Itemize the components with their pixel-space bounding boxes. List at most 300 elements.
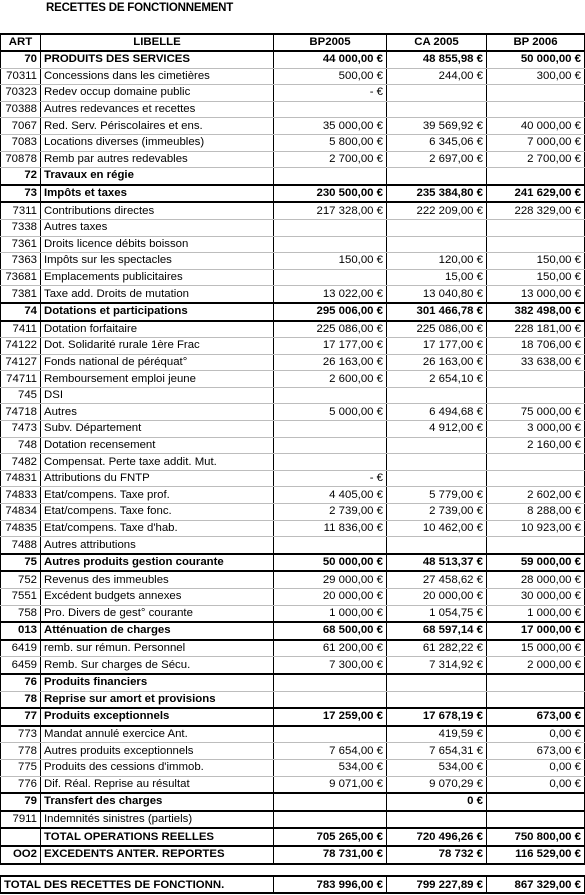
art-cell: 73681 — [1, 269, 41, 286]
table-row — [1, 470, 585, 487]
bp2005-cell — [274, 421, 387, 438]
bp2006-cell: 241 629,00 € — [487, 185, 585, 203]
art-cell: 7488 — [1, 537, 41, 554]
ca2005-cell: 2 654,10 € — [387, 371, 487, 388]
libelle-cell: Locations diverses (immeubles) — [41, 134, 274, 151]
bp2006-cell: 228 329,00 € — [487, 202, 585, 219]
art-cell: 7551 — [1, 589, 41, 606]
bp2006-cell: 50 000,00 € — [487, 51, 585, 68]
bp2006-cell: 28 000,00 € — [487, 571, 585, 588]
bp2005-cell: - € — [274, 85, 387, 102]
libelle-cell: Etat/compens. Taxe fonc. — [41, 504, 274, 521]
ca2005-cell: 13 040,80 € — [387, 286, 487, 303]
grand-total-label: TOTAL DES RECETTES DE FONCTIONN. — [1, 876, 274, 893]
ca2005-cell: 6 494,68 € — [387, 404, 487, 421]
art-cell: 758 — [1, 605, 41, 622]
ca2005-cell: 235 384,80 € — [387, 185, 487, 203]
libelle-cell: Excédent budgets annexes — [41, 589, 274, 606]
ca2005-cell: 2 739,00 € — [387, 504, 487, 521]
table-row — [1, 51, 585, 68]
art-cell: 7411 — [1, 321, 41, 338]
bp2005-cell: - € — [274, 470, 387, 487]
bp2005-cell: 13 022,00 € — [274, 286, 387, 303]
libelle-cell: Redev occup domaine public — [41, 85, 274, 102]
ca2005-cell — [387, 470, 487, 487]
bp2006-cell: 150,00 € — [487, 269, 585, 286]
libelle-cell: Dif. Réal. Reprise au résultat — [41, 776, 274, 793]
bp2005-cell: 500,00 € — [274, 68, 387, 85]
bp2005-cell: 61 200,00 € — [274, 640, 387, 657]
table-row — [1, 68, 585, 85]
bp2005-cell — [274, 101, 387, 118]
art-cell: 7311 — [1, 202, 41, 219]
bp2006-cell: 2 000,00 € — [487, 657, 585, 674]
table-row — [1, 726, 585, 743]
table-row — [1, 404, 585, 421]
ca2005-cell: 48 855,98 € — [387, 51, 487, 68]
libelle-cell: Revenus des immeubles — [41, 571, 274, 588]
bp2005-cell: 68 500,00 € — [274, 622, 387, 640]
ca2005-cell: 225 086,00 € — [387, 321, 487, 338]
header-bp2006: BP 2006 — [487, 34, 585, 51]
bp2006-cell: 116 529,00 € — [487, 846, 585, 864]
art-cell: 79 — [1, 793, 41, 811]
table-row — [1, 605, 585, 622]
grand-total-bp2005: 783 996,00 € — [274, 876, 387, 893]
libelle-cell: Produits des cessions d'immob. — [41, 759, 274, 776]
ca2005-cell: 15,00 € — [387, 269, 487, 286]
table-row — [1, 118, 585, 135]
sheet-title: RECETTES DE FONCTIONNEMENT — [46, 2, 234, 14]
art-cell: 7911 — [1, 811, 41, 829]
art-cell: 748 — [1, 437, 41, 454]
art-cell: 752 — [1, 571, 41, 588]
table-row — [1, 421, 585, 438]
bp2005-cell — [274, 269, 387, 286]
table-row — [1, 811, 585, 829]
bp2006-cell: 0,00 € — [487, 776, 585, 793]
table-row — [1, 151, 585, 168]
art-cell: 73 — [1, 185, 41, 203]
libelle-cell: Impôts et taxes — [41, 185, 274, 203]
bp2006-cell — [487, 101, 585, 118]
ca2005-cell: 222 209,00 € — [387, 202, 487, 219]
table-row — [1, 134, 585, 151]
table-row — [1, 759, 585, 776]
ca2005-cell: 120,00 € — [387, 253, 487, 270]
table-row — [1, 571, 585, 588]
art-cell — [1, 828, 41, 846]
bp2006-cell: 673,00 € — [487, 743, 585, 760]
ca2005-cell — [387, 674, 487, 691]
art-cell: 74835 — [1, 520, 41, 537]
ca2005-cell: 720 496,26 € — [387, 828, 487, 846]
ca2005-cell: 39 569,92 € — [387, 118, 487, 135]
bp2006-cell: 2 602,00 € — [487, 487, 585, 504]
ca2005-cell: 419,59 € — [387, 726, 487, 743]
bp2006-cell: 17 000,00 € — [487, 622, 585, 640]
table-row — [1, 236, 585, 253]
header-art: ART — [1, 34, 41, 51]
ca2005-cell: 26 163,00 € — [387, 354, 487, 371]
art-cell: 7473 — [1, 421, 41, 438]
bp2005-cell: 2 739,00 € — [274, 504, 387, 521]
art-cell: 7083 — [1, 134, 41, 151]
art-cell: 74831 — [1, 470, 41, 487]
table-row — [1, 674, 585, 691]
bp2006-cell: 15 000,00 € — [487, 640, 585, 657]
bp2005-cell: 295 006,00 € — [274, 303, 387, 321]
bp2005-cell: 4 405,00 € — [274, 487, 387, 504]
bp2005-cell — [274, 454, 387, 471]
bp2006-cell: 2 700,00 € — [487, 151, 585, 168]
ca2005-cell: 2 697,00 € — [387, 151, 487, 168]
table-row — [1, 657, 585, 674]
bp2005-cell: 7 300,00 € — [274, 657, 387, 674]
table-row — [1, 454, 585, 471]
bp2006-cell — [487, 691, 585, 708]
bp2005-cell: 7 654,00 € — [274, 743, 387, 760]
ca2005-cell: 9 070,29 € — [387, 776, 487, 793]
table-row — [1, 743, 585, 760]
bp2006-cell: 3 000,00 € — [487, 421, 585, 438]
ca2005-cell: 301 466,78 € — [387, 303, 487, 321]
header-bp2005: BP2005 — [274, 34, 387, 51]
grand-total-ca2005: 799 227,89 € — [387, 876, 487, 893]
art-cell: 74718 — [1, 404, 41, 421]
bp2006-cell — [487, 219, 585, 236]
bp2006-cell: 750 800,00 € — [487, 828, 585, 846]
bp2006-cell — [487, 537, 585, 554]
table-row — [1, 589, 585, 606]
bp2006-cell: 18 706,00 € — [487, 338, 585, 355]
libelle-cell: Dotation forfaitaire — [41, 321, 274, 338]
bp2006-cell: 33 638,00 € — [487, 354, 585, 371]
art-cell: 7381 — [1, 286, 41, 303]
libelle-cell: Contributions directes — [41, 202, 274, 219]
art-cell: 776 — [1, 776, 41, 793]
libelle-cell: Fonds national de péréquat° — [41, 354, 274, 371]
table-row — [1, 504, 585, 521]
ca2005-cell — [387, 387, 487, 404]
ca2005-cell: 7 314,92 € — [387, 657, 487, 674]
table-row — [1, 437, 585, 454]
bp2005-cell: 50 000,00 € — [274, 554, 387, 572]
bp2005-cell — [274, 168, 387, 185]
libelle-cell: Autres produits gestion courante — [41, 554, 274, 572]
libelle-cell: Produits exceptionnels — [41, 708, 274, 726]
art-cell: 74 — [1, 303, 41, 321]
ca2005-cell: 4 912,00 € — [387, 421, 487, 438]
libelle-cell: Etat/compens. Taxe d'hab. — [41, 520, 274, 537]
table-row — [1, 168, 585, 185]
bp2005-cell — [274, 674, 387, 691]
bp2006-cell: 8 288,00 € — [487, 504, 585, 521]
art-cell: 74127 — [1, 354, 41, 371]
bp2006-cell: 30 000,00 € — [487, 589, 585, 606]
table-row — [1, 828, 585, 846]
ca2005-cell — [387, 85, 487, 102]
art-cell: 77 — [1, 708, 41, 726]
ca2005-cell: 17 678,19 € — [387, 708, 487, 726]
art-cell: 778 — [1, 743, 41, 760]
ca2005-cell: 61 282,22 € — [387, 640, 487, 657]
bp2006-cell: 10 923,00 € — [487, 520, 585, 537]
bp2006-cell: 382 498,00 € — [487, 303, 585, 321]
grand-total-table — [0, 875, 585, 894]
ca2005-cell — [387, 537, 487, 554]
table-row — [1, 321, 585, 338]
table-row — [1, 387, 585, 404]
table-row — [1, 554, 585, 572]
libelle-cell: Dot. Solidarité rurale 1ère Frac — [41, 338, 274, 355]
libelle-cell: Droits licence débits boisson — [41, 236, 274, 253]
art-cell: 773 — [1, 726, 41, 743]
libelle-cell: Impôts sur les spectacles — [41, 253, 274, 270]
bp2005-cell: 225 086,00 € — [274, 321, 387, 338]
libelle-cell: Autres taxes — [41, 219, 274, 236]
bp2006-cell: 1 000,00 € — [487, 605, 585, 622]
ca2005-cell: 244,00 € — [387, 68, 487, 85]
bp2005-cell: 230 500,00 € — [274, 185, 387, 203]
ca2005-cell: 68 597,14 € — [387, 622, 487, 640]
libelle-cell: Dotation recensement — [41, 437, 274, 454]
bp2005-cell: 2 600,00 € — [274, 371, 387, 388]
bp2005-cell: 217 328,00 € — [274, 202, 387, 219]
bp2006-cell — [487, 85, 585, 102]
bp2005-cell: 534,00 € — [274, 759, 387, 776]
ca2005-cell — [387, 454, 487, 471]
ca2005-cell: 17 177,00 € — [387, 338, 487, 355]
table-row — [1, 202, 585, 219]
bp2006-cell: 150,00 € — [487, 253, 585, 270]
libelle-cell: Subv. Département — [41, 421, 274, 438]
libelle-cell: EXCEDENTS ANTER. REPORTES — [41, 846, 274, 864]
libelle-cell: Autres attributions — [41, 537, 274, 554]
grand-total-row — [1, 876, 585, 893]
bp2006-cell — [487, 811, 585, 829]
libelle-cell: Remb. Sur charges de Sécu. — [41, 657, 274, 674]
bp2006-cell — [487, 793, 585, 811]
bp2006-cell: 228 181,00 € — [487, 321, 585, 338]
ca2005-cell — [387, 236, 487, 253]
libelle-cell: Etat/compens. Taxe prof. — [41, 487, 274, 504]
bp2005-cell: 20 000,00 € — [274, 589, 387, 606]
table-row — [1, 520, 585, 537]
bp2005-cell: 17 177,00 € — [274, 338, 387, 355]
bp2005-cell — [274, 387, 387, 404]
bp2006-cell — [487, 674, 585, 691]
bp2006-cell: 59 000,00 € — [487, 554, 585, 572]
libelle-cell: DSI — [41, 387, 274, 404]
libelle-cell: Remboursement emploi jeune — [41, 371, 274, 388]
bp2005-cell — [274, 437, 387, 454]
bp2005-cell: 44 000,00 € — [274, 51, 387, 68]
ca2005-cell — [387, 437, 487, 454]
bp2006-cell: 300,00 € — [487, 68, 585, 85]
art-cell: 74711 — [1, 371, 41, 388]
table-row — [1, 622, 585, 640]
table-row — [1, 303, 585, 321]
libelle-cell: TOTAL OPERATIONS REELLES — [41, 828, 274, 846]
table-row — [1, 338, 585, 355]
libelle-cell: Taxe add. Droits de mutation — [41, 286, 274, 303]
bp2006-cell: 2 160,00 € — [487, 437, 585, 454]
ca2005-cell: 78 732 € — [387, 846, 487, 864]
art-cell: 70878 — [1, 151, 41, 168]
table-row — [1, 640, 585, 657]
libelle-cell: Dotations et participations — [41, 303, 274, 321]
bp2005-cell: 17 259,00 € — [274, 708, 387, 726]
art-cell: 74833 — [1, 487, 41, 504]
bp2005-cell: 150,00 € — [274, 253, 387, 270]
libelle-cell: Emplacements publicitaires — [41, 269, 274, 286]
art-cell: 70 — [1, 51, 41, 68]
libelle-cell: Mandat annulé exercice Ant. — [41, 726, 274, 743]
art-cell: 775 — [1, 759, 41, 776]
ca2005-cell — [387, 691, 487, 708]
table-row — [1, 269, 585, 286]
ca2005-cell — [387, 101, 487, 118]
ca2005-cell: 7 654,31 € — [387, 743, 487, 760]
bp2005-cell: 78 731,00 € — [274, 846, 387, 864]
art-cell: 7338 — [1, 219, 41, 236]
art-cell: 745 — [1, 387, 41, 404]
libelle-cell: PRODUITS DES SERVICES — [41, 51, 274, 68]
ca2005-cell — [387, 811, 487, 829]
art-cell: 7067 — [1, 118, 41, 135]
bp2005-cell: 35 000,00 € — [274, 118, 387, 135]
table-row — [1, 219, 585, 236]
table-row — [1, 776, 585, 793]
bp2006-cell — [487, 371, 585, 388]
table-row — [1, 708, 585, 726]
libelle-cell: Produits financiers — [41, 674, 274, 691]
table-row — [1, 85, 585, 102]
table-row — [1, 691, 585, 708]
art-cell: OO2 — [1, 846, 41, 864]
art-cell: 70388 — [1, 101, 41, 118]
ca2005-cell: 10 462,00 € — [387, 520, 487, 537]
bp2006-cell — [487, 470, 585, 487]
bp2006-cell: 7 000,00 € — [487, 134, 585, 151]
bp2006-cell: 0,00 € — [487, 726, 585, 743]
table-row — [1, 185, 585, 203]
bp2006-cell — [487, 454, 585, 471]
bp2006-cell: 75 000,00 € — [487, 404, 585, 421]
ca2005-cell: 48 513,37 € — [387, 554, 487, 572]
bp2005-cell — [274, 537, 387, 554]
art-cell: 6419 — [1, 640, 41, 657]
art-cell: 75 — [1, 554, 41, 572]
art-cell: 76 — [1, 674, 41, 691]
ca2005-cell: 1 054,75 € — [387, 605, 487, 622]
bp2005-cell: 5 000,00 € — [274, 404, 387, 421]
bp2006-cell: 13 000,00 € — [487, 286, 585, 303]
bp2005-cell: 1 000,00 € — [274, 605, 387, 622]
table-row — [1, 537, 585, 554]
libelle-cell: Autres — [41, 404, 274, 421]
revenue-table — [0, 33, 585, 865]
bp2005-cell: 26 163,00 € — [274, 354, 387, 371]
libelle-cell: Pro. Divers de gest° courante — [41, 605, 274, 622]
bp2006-cell — [487, 387, 585, 404]
table-row — [1, 371, 585, 388]
art-cell: 7482 — [1, 454, 41, 471]
art-cell: 70311 — [1, 68, 41, 85]
bp2006-cell — [487, 168, 585, 185]
bp2005-cell — [274, 236, 387, 253]
libelle-cell: Autres redevances et recettes — [41, 101, 274, 118]
art-cell: 74834 — [1, 504, 41, 521]
table-row — [1, 253, 585, 270]
libelle-cell: Reprise sur amort et provisions — [41, 691, 274, 708]
art-cell: 70323 — [1, 85, 41, 102]
bp2005-cell: 29 000,00 € — [274, 571, 387, 588]
bp2005-cell — [274, 726, 387, 743]
ca2005-cell: 0 € — [387, 793, 487, 811]
libelle-cell: Travaux en régie — [41, 168, 274, 185]
art-cell: 7363 — [1, 253, 41, 270]
table-row — [1, 101, 585, 118]
libelle-cell: Remb par autres redevables — [41, 151, 274, 168]
table-row — [1, 286, 585, 303]
libelle-cell: Red. Serv. Périscolaires et ens. — [41, 118, 274, 135]
bp2005-cell — [274, 811, 387, 829]
grand-total-bp2006: 867 329,00 € — [487, 876, 585, 893]
header-libelle: LIBELLE — [41, 34, 274, 51]
bp2006-cell: 40 000,00 € — [487, 118, 585, 135]
libelle-cell: Indemnités sinistres (partiels) — [41, 811, 274, 829]
libelle-cell: Concessions dans les cimetières — [41, 68, 274, 85]
header-row — [1, 34, 585, 51]
bp2005-cell: 9 071,00 € — [274, 776, 387, 793]
ca2005-cell — [387, 219, 487, 236]
table-row — [1, 846, 585, 864]
bp2005-cell — [274, 219, 387, 236]
bp2005-cell: 11 836,00 € — [274, 520, 387, 537]
libelle-cell: Compensat. Perte taxe addit. Mut. — [41, 454, 274, 471]
art-cell: 78 — [1, 691, 41, 708]
ca2005-cell: 5 779,00 € — [387, 487, 487, 504]
libelle-cell: remb. sur rémun. Personnel — [41, 640, 274, 657]
ca2005-cell: 27 458,62 € — [387, 571, 487, 588]
bp2005-cell: 5 800,00 € — [274, 134, 387, 151]
ca2005-cell: 6 345,06 € — [387, 134, 487, 151]
table-row — [1, 793, 585, 811]
bp2005-cell — [274, 793, 387, 811]
libelle-cell: Attributions du FNTP — [41, 470, 274, 487]
libelle-cell: Autres produits exceptionnels — [41, 743, 274, 760]
art-cell: 013 — [1, 622, 41, 640]
bp2006-cell — [487, 236, 585, 253]
art-cell: 6459 — [1, 657, 41, 674]
table-row — [1, 354, 585, 371]
bp2005-cell: 2 700,00 € — [274, 151, 387, 168]
libelle-cell: Atténuation de charges — [41, 622, 274, 640]
bp2005-cell: 705 265,00 € — [274, 828, 387, 846]
bp2005-cell — [274, 691, 387, 708]
ca2005-cell: 20 000,00 € — [387, 589, 487, 606]
art-cell: 72 — [1, 168, 41, 185]
bp2006-cell: 673,00 € — [487, 708, 585, 726]
art-cell: 74122 — [1, 338, 41, 355]
header-ca2005: CA 2005 — [387, 34, 487, 51]
ca2005-cell — [387, 168, 487, 185]
table-row — [1, 487, 585, 504]
libelle-cell: Transfert des charges — [41, 793, 274, 811]
bp2006-cell: 0,00 € — [487, 759, 585, 776]
